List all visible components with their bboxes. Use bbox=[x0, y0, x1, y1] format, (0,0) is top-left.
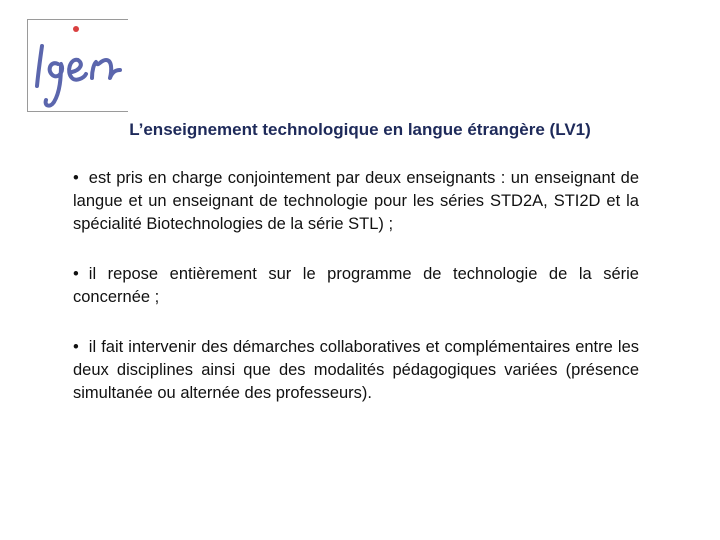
logo-stroke-n bbox=[92, 60, 120, 78]
bullet-item bbox=[73, 336, 639, 405]
logo-stroke-g bbox=[46, 63, 62, 105]
bullet-marker: • bbox=[73, 338, 79, 356]
bullet-item bbox=[73, 167, 639, 236]
igen-logo bbox=[27, 19, 128, 112]
bullet-list bbox=[73, 167, 639, 432]
logo-stroke-i bbox=[37, 46, 42, 86]
logo-stroke-e bbox=[69, 60, 86, 80]
bullet-text: il repose entièrement sur le programme de technologie de la série concernée ; bbox=[73, 265, 639, 306]
igen-logo-mark bbox=[28, 20, 129, 113]
logo-red-dot bbox=[73, 26, 79, 32]
bullet-marker: • bbox=[73, 265, 79, 283]
bullet-text: il fait intervenir des démarches collaboratives et complémentaires entre les deux disciplines ainsi que des modalités pédagogiques variées (présence simultanée ou alternée des professeurs). bbox=[73, 338, 639, 402]
slide-title: L’enseignement technologique en langue étrangère (LV1) bbox=[129, 120, 591, 139]
bullet-item bbox=[73, 263, 639, 309]
bullet-text: est pris en charge conjointement par deux enseignants : un enseignant de langue et un enseignant de technologie pour les séries STD2A, STI2D et la spécialité Biotechnologies de la série STL) ; bbox=[73, 169, 639, 233]
bullet-marker: • bbox=[73, 169, 79, 187]
